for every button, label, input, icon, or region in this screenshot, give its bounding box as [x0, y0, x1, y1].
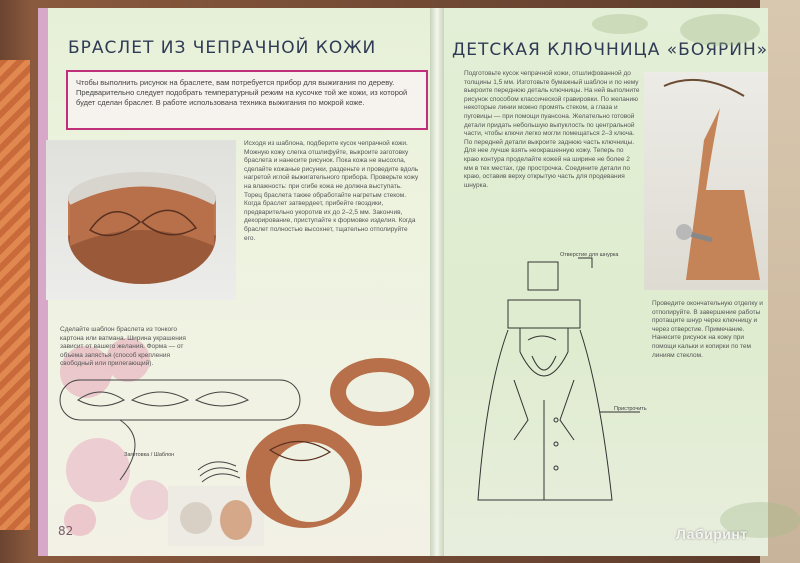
left-page-title: БРАСЛЕТ ИЗ ЧЕПРАЧНОЙ КОЖИ	[68, 38, 377, 58]
boyarin-drawing	[478, 258, 640, 500]
bracelet-side-photos	[246, 358, 430, 528]
bracelet-main	[68, 172, 216, 284]
tools-photo	[168, 486, 264, 546]
watermark-logo: Лабиринт	[676, 526, 748, 542]
hole-label: Отверстие для шнурка	[560, 252, 619, 258]
intro-box: Чтобы выполнить рисунок на браслете, вам потребуется прибор для выжигания по дереву. Предварительно следует подобрать температурный режим на кусочке той же кожи, из которой будет сделан браслет. В работе использована техника выжигания по мокрой коже.	[66, 70, 428, 130]
keychain-object	[664, 80, 760, 280]
bracelet-template-text: Сделайте шаблон браслета из тонкого картона или ватмана. Ширина украшения зависит от вашего желания. Форма — от объема запястья (способ крепления свободный или прилегающий).	[60, 326, 186, 368]
template-label: Заготовка / Шаблон	[124, 452, 175, 458]
page-number: 82	[58, 524, 74, 538]
right-page-title: ДЕТСКАЯ КЛЮЧНИЦА «БОЯРИН»	[452, 40, 769, 60]
keychain-finishing-text: Проведите окончательную отделку и отполируйте. В завершение работы протащите шнур через ключницу и через отверстие. Примечание. Нанесите рисунок на кожу при помощи кальки и копирки по тем линиям стеклом.	[652, 300, 763, 359]
keychain-instructions: Подготовьте кусок чепрачной кожи, отшлифованной до толщины 1,5 мм. Изготовьте бумажный шаблон и по нему выкроите переднюю деталь ключницы. На ней выполните рисунок способом классической гравировки. По желанию некоторые линии можно промять стеком, а глаза и пуговицы — при помощи пуансона. Желательно готовой детали придать небольшую выпуклость по центральной части, чтобы ключи легко могли помещаться 2–3 ключа. По передней детали выкроите заднюю часть ключницы. Для нее лучше взять неокрашенную кожу. Теперь по краю контура проделайте кожей на ширине не более 2 мм в тех местах, где прострочка. Соедините детали по краю, оставив верху открытую часть для продевания шнурка.	[464, 70, 640, 189]
stitch-label: Пристрочить	[614, 406, 647, 412]
bracelet-instructions: Исходя из шаблона, подберите кусок чепрачной кожи. Можную кожу слегка отшлифуйте, выкроите заготовку браслета и нанесите рисунок. Пока кожа не высохла, сделайте кожаные рисунки, разденьте и проведите вдоль нагретой иглой выжигательного прибора. Проверьте кожу на влажность: при сгибе кожа не должна выступать. Торец браслета также обработайте нагретым стеком. Когда браслет затвердеет, прибейте гвоздики, предварительно укоротив их до 2–2,5 мм. Закончив, декорирование, приступайте к формовке изделия. Когда браслет полностью высохнет, тщательно отполируйте его.	[244, 140, 419, 242]
